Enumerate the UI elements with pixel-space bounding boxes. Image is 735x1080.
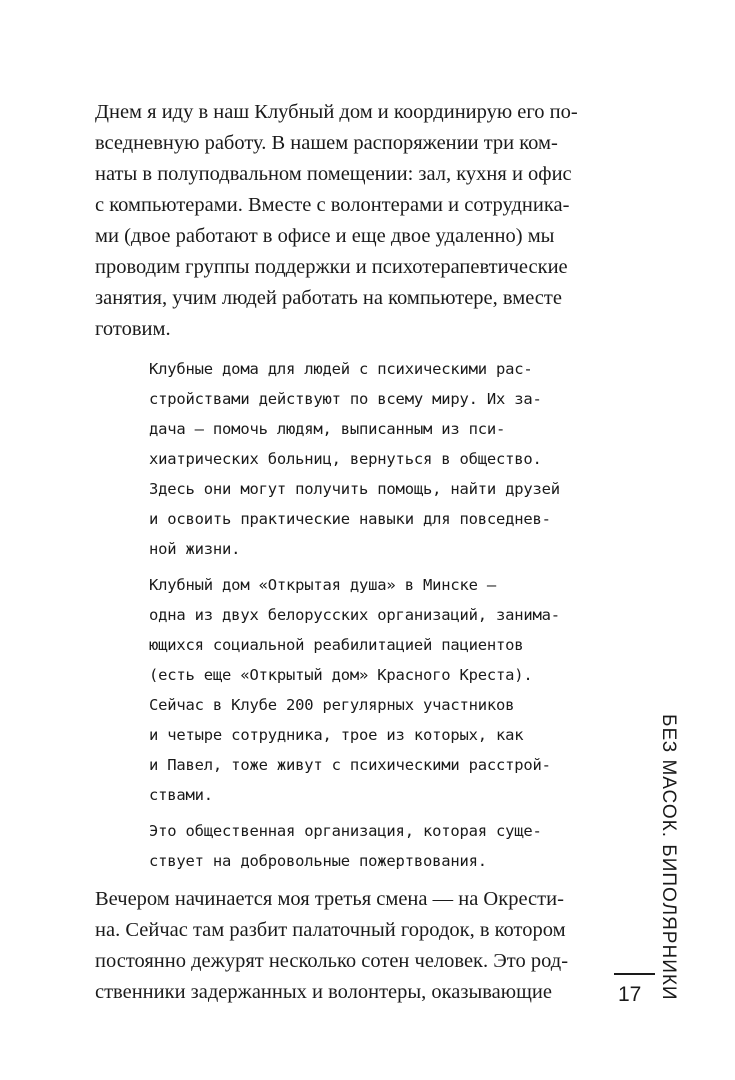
text-line: наты в полуподвальном помещении: зал, кухня и офис (95, 163, 572, 185)
text-line: ственники задержанных и волонтеры, оказывающие (95, 981, 552, 1003)
text-line: Вечером начинается моя третья смена — на Окрести- (95, 888, 564, 910)
text-line: готовим. (95, 318, 171, 340)
text-line: ми (двое работают в офисе и еще двое удаленно) мы (95, 225, 555, 247)
sidebar-line: ной жизни. (149, 540, 241, 558)
sidebar-line: стройствами действуют по всему миру. Их за- (149, 390, 542, 408)
sidebar-line: хиатрических больниц, вернуться в общество. (149, 450, 542, 468)
sidebar-line: и освоить практические навыки для повседнев- (149, 510, 551, 528)
sidebar-line: ствует на добровольные пожертвования. (149, 852, 487, 870)
sidebar-line: и Павел, тоже живут с психическими расстрой- (149, 756, 551, 774)
sidebar-line: ющихся социальной реабилитацией пациентов (149, 636, 524, 654)
page-number: 17 (618, 983, 642, 1006)
sidebar-line: Клубный дом «Открытая душа» в Минске — (149, 576, 497, 594)
running-title: БЕЗ МАСОК. БИПОЛЯРНИКИ (658, 714, 679, 1001)
sidebar-line: Сейчас в Клубе 200 регулярных участников (149, 696, 515, 714)
text-line: Днем я иду в наш Клубный дом и координирую его по- (95, 101, 578, 123)
text-line: постоянно дежурят несколько сотен человек. Это род- (95, 950, 569, 972)
sidebar-line: ствами. (149, 786, 213, 804)
text-line: вседневную работу. В нашем распоряжении три ком- (95, 132, 558, 154)
text-line: занятия, учим людей работать на компьютере, вместе (95, 287, 562, 309)
text-line: с компьютерами. Вместе с волонтерами и сотрудника- (95, 194, 570, 216)
folio-divider (614, 973, 655, 975)
sidebar-line: (есть еще «Открытый дом» Красного Креста). (149, 666, 533, 684)
text-line: проводим группы поддержки и психотерапевтические (95, 256, 568, 278)
sidebar-line: Это общественная организация, которая суще- (149, 822, 542, 840)
text-line: на. Сейчас там разбит палаточный городок, в котором (95, 919, 566, 941)
sidebar-line: Клубные дома для людей с психическими рас- (149, 360, 533, 378)
sidebar-line: дача — помочь людям, выписанным из пси- (149, 420, 506, 438)
sidebar-line: одна из двух белорусских организаций, занима- (149, 606, 560, 624)
sidebar-line: Здесь они могут получить помощь, найти друзей (149, 480, 560, 498)
sidebar-line: и четыре сотрудника, трое из которых, как (149, 726, 524, 744)
